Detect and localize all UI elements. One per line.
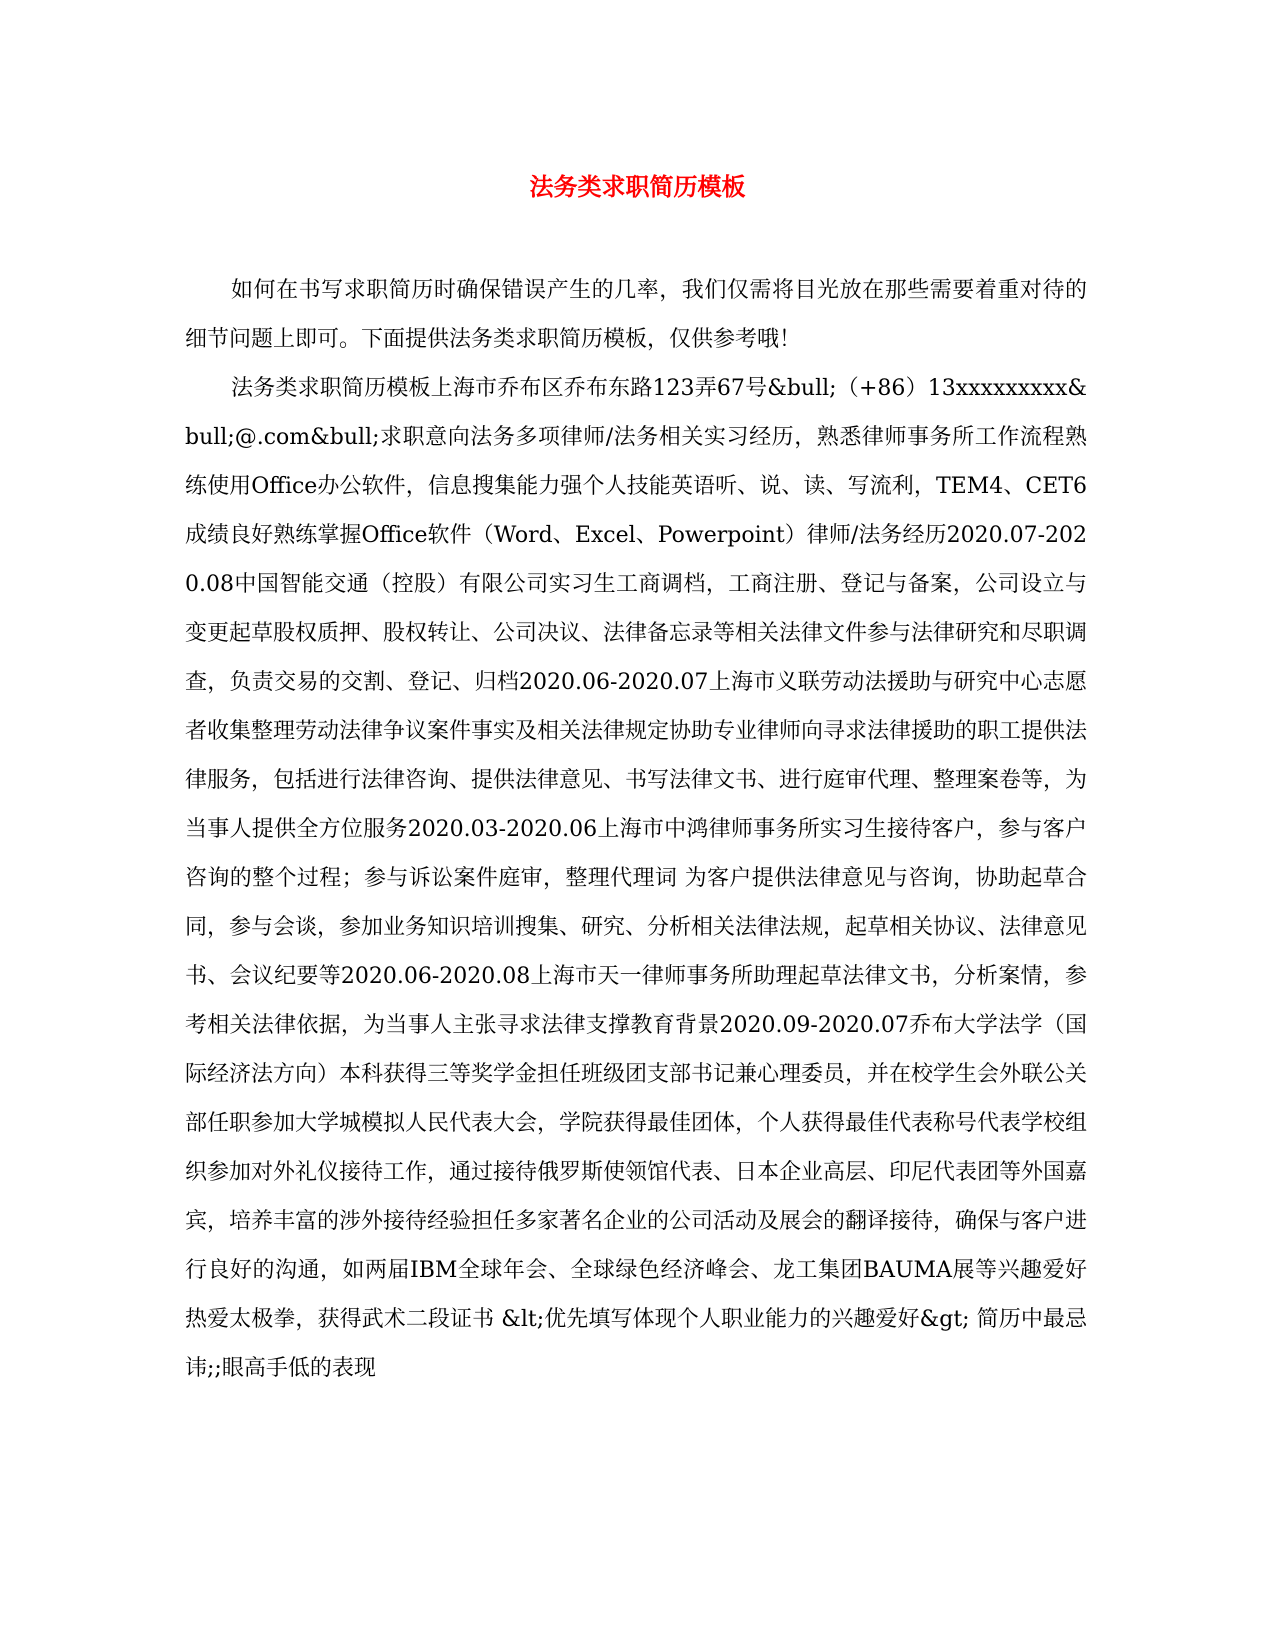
document-title: 法务类求职简历模板 — [529, 172, 746, 201]
resume-paragraph: 法务类求职简历模板上海市乔布区乔布东路123弄67号&bull;（+86）13xxxxxxxxx&bull;@.com&bull;求职意向法务多项律师/法务相关实习经历，熟悉律师事务所工作流程熟练使用Office办公软件，信息搜集能力强个人技能英语听、说、读、写流利，TEM4、CET6成绩良好熟练掌握Office软件（Word、Excel、Powerpoint）律师/法务经历2020.07-2020.08中国智能交通（控股）有限公司实习生工商调档，工商注册、登记与备案，公司设立与变更起草股权质押、股权转让、公司决议、法律备忘录等相关法律文件参与法律研究和尽职调查，负责交易的交割、登记、归档2020.06-2020.07上海市义联劳动法援助与研究中心志愿者收集整理劳动法律争议案件事实及相关法律规定协助专业律师向寻求法律援助的职工提供法律服务，包括进行法律咨询、提供法律意见、书写法律文书、进行庭审代理、整理案卷等，为当事人提供全方位服务2020.03-2020.06上海市中鸿律师事务所实习生接待客户，参与客户咨询的整个过程；参与诉讼案件庭审，整理代理词 为客户提供法律意见与咨询，协助起草合同，参与会谈，参加业务知识培训搜集、研究、分析相关法律法规，起草相关协议、法律意见书、会议纪要等2020.06-2020.08上海市天一律师事务所助理起草法律文书，分析案情，参考相关法律依据，为当事人主张寻求法律支撑教育背景2020.09-2020.07乔布大学法学（国际经济法方向）本科获得三等奖学金担任班级团支部书记兼心理委员，并在校学生会外联公关部任职参加大学城模拟人民代表大会，学院获得最佳团体，个人获得最佳代表称号代表学校组织参加对外礼仪接待工作，通过接待俄罗斯使领馆代表、日本企业高层、印尼代表团等外国嘉宾，培养丰富的涉外接待经验担任多家著名企业的公司活动及展会的翻译接待，确保与客户进行良好的沟通，如两届IBM全球年会、全球绿色经济峰会、龙工集团BAUMA展等兴趣爱好热爱太极拳，获得武术二段证书 &lt;优先填写体现个人职业能力的兴趣爱好&gt; 简历中最忌讳;;眼高手低的表现 — [185, 376, 1088, 1381]
intro-paragraph: 如何在书写求职简历时确保错误产生的几率，我们仅需将目光放在那些需要着重对待的细节问题上即可。下面提供法务类求职简历模板，仅供参考哦！ — [185, 278, 1087, 352]
document-body — [185, 266, 1087, 1393]
